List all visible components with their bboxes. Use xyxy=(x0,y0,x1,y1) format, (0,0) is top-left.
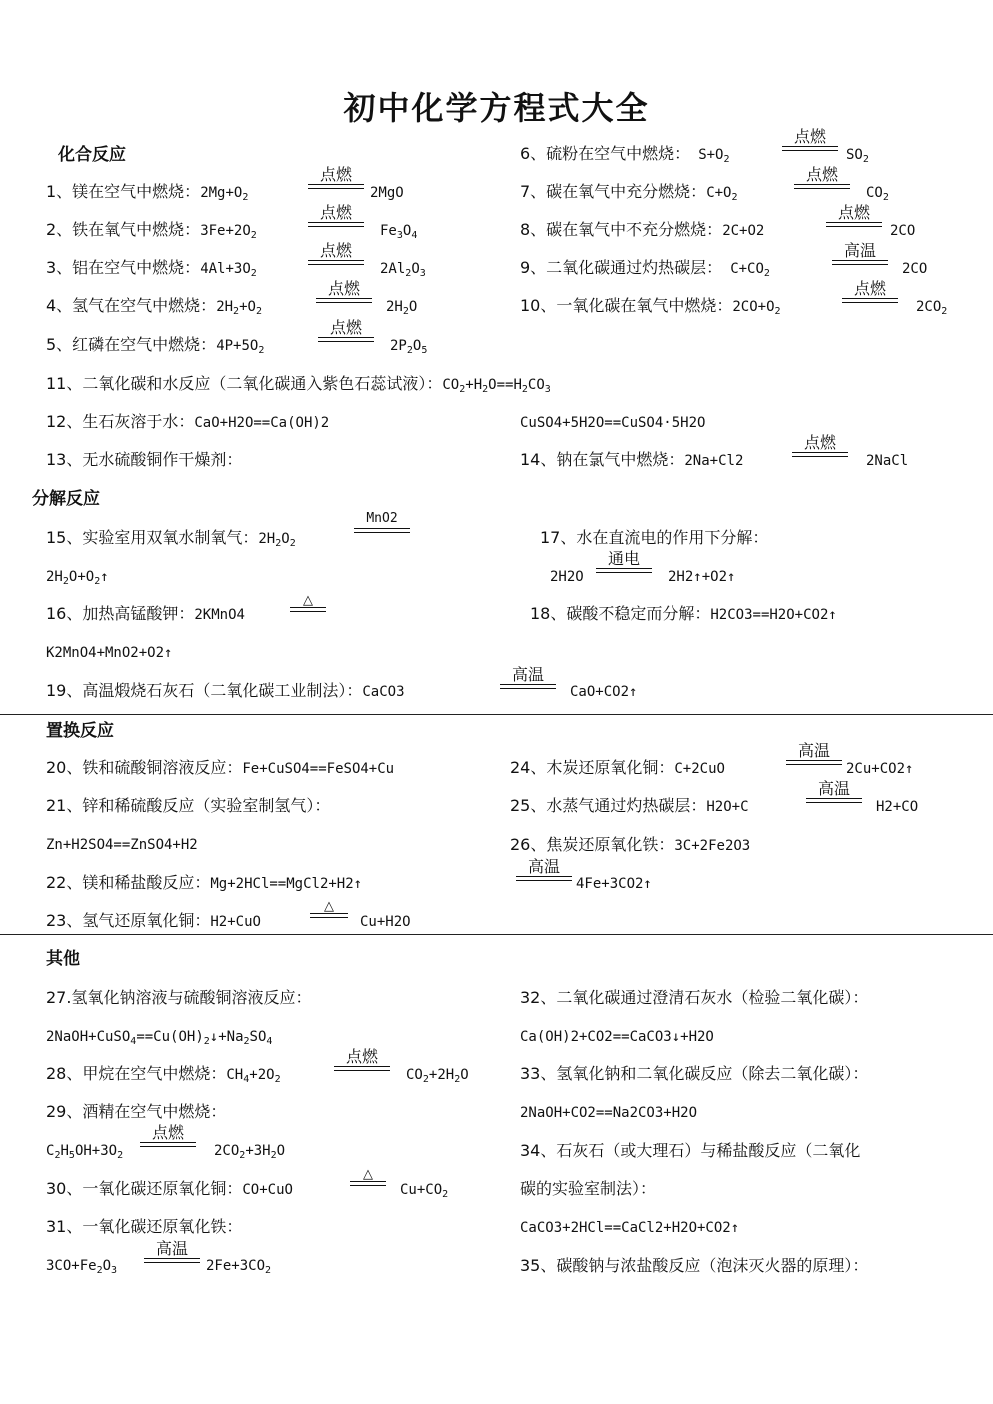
eq-label: 2、铁在氧气中燃烧： xyxy=(46,220,201,239)
eq-reactants: H2+CuO xyxy=(210,914,261,930)
eq-product: H2+CO xyxy=(876,799,919,815)
eq-reactants: $2Mg+O_2$ xyxy=(200,185,249,203)
equation-4 xyxy=(46,296,262,317)
eq-label: 24、木炭还原氧化铜： xyxy=(510,758,675,777)
eq-product: $2H_2O$ xyxy=(386,299,418,317)
eq-label: 26、焦炭还原氧化铁： xyxy=(510,835,675,854)
equation-23 xyxy=(46,911,261,932)
eq-label: 7、碳在氧气中充分燃烧： xyxy=(520,182,707,201)
eq-formula: $CO_2+H_2O==H_2CO_3$ xyxy=(442,377,551,395)
eq-formula: Fe+CuSO4==FeSO4+Cu xyxy=(242,761,395,777)
heading-other: 其他 xyxy=(46,949,80,969)
eq-reactants: $C+O_2$ xyxy=(706,185,738,203)
eq-label: 20、铁和硫酸铜溶液反应： xyxy=(46,758,243,777)
condition-ignite: 点燃 xyxy=(316,280,372,303)
equation-14 xyxy=(520,450,743,471)
eq-reactants: 3C+2Fe2O3 xyxy=(674,838,751,854)
eq-reactants: CaCO3 xyxy=(362,684,405,700)
equation-10 xyxy=(520,296,781,317)
eq-product: 2H2↑+O2↑ xyxy=(668,569,736,585)
condition-heat: △ xyxy=(350,1168,386,1186)
eq-reactants: $2H_2+O_2$ xyxy=(216,299,262,317)
eq-label: 1、镁在空气中燃烧： xyxy=(46,182,201,201)
condition-high-temp: 高温 xyxy=(516,858,572,881)
eq-label: 25、水蒸气通过灼热碳层： xyxy=(510,796,707,815)
equation-16 xyxy=(46,604,245,625)
eq-formula: H2CO3==H2O+CO2↑ xyxy=(710,607,837,623)
eq-product: $2Fe+3CO_2$ xyxy=(206,1258,272,1276)
eq-label: 9、二氧化碳通过灼热碳层： xyxy=(520,258,723,277)
equation-30 xyxy=(46,1179,293,1200)
eq-label: 8、碳在氧气中不充分燃烧： xyxy=(520,220,723,239)
condition-ignite: 点燃 xyxy=(308,166,364,189)
condition-ignite: 点燃 xyxy=(140,1124,196,1147)
eq-product: $CO_2$ xyxy=(866,185,889,203)
eq-label: 30、一氧化碳还原氧化铜： xyxy=(46,1179,243,1198)
equation-7 xyxy=(520,182,738,203)
eq-label: 6、硫粉在空气中燃烧： xyxy=(520,144,691,163)
condition-high-temp: 高温 xyxy=(144,1240,200,1263)
condition-ignite: 点燃 xyxy=(308,242,364,265)
eq-product: CaO+CO2↑ xyxy=(570,684,638,700)
eq-formula: Zn+H2SO4==ZnSO4+H2 xyxy=(46,837,198,853)
section-divider xyxy=(0,714,993,715)
equation-9 xyxy=(520,258,770,279)
eq-reactants: H2O+C xyxy=(706,799,749,815)
condition-high-temp: 高温 xyxy=(832,242,888,265)
eq-product: $2CO_2$ xyxy=(916,299,948,317)
equation-15 xyxy=(46,528,296,549)
eq-label: 4、氢气在空气中燃烧： xyxy=(46,296,217,315)
equation-35: 35、碳酸钠与浓盐酸反应（泡沫灭火器的原理）： xyxy=(520,1256,869,1275)
condition-heat: △ xyxy=(290,594,326,612)
eq-product: $2P_2O_5$ xyxy=(390,338,428,356)
equation-31: 31、一氧化碳还原氧化铁： xyxy=(46,1217,243,1236)
equation-28 xyxy=(46,1064,281,1085)
eq-product: 2NaCl xyxy=(866,453,909,469)
eq-product: 2CO xyxy=(902,261,928,277)
equation-34-cont: 碳的实验室制法）： xyxy=(520,1179,657,1198)
condition-ignite: 点燃 xyxy=(794,166,850,189)
condition-ignite: 点燃 xyxy=(318,319,374,342)
eq-label: 14、钠在氯气中燃烧： xyxy=(520,450,685,469)
condition-ignite: 点燃 xyxy=(334,1048,390,1071)
eq-reactants: $3CO+Fe_2O_3$ xyxy=(46,1258,118,1276)
equation-18 xyxy=(530,604,837,625)
eq-label: 19、高温煅烧石灰石（二氧化碳工业制法）： xyxy=(46,681,363,700)
eq-formula: $2NaOH+CuSO_4==Cu(OH)_2↓+Na_2SO_4$ xyxy=(46,1029,273,1047)
eq-reactants: 2Na+Cl2 xyxy=(684,453,744,469)
eq-product: 4Fe+3CO2↑ xyxy=(576,876,652,892)
equation-27: 27.氢氧化钠溶液与硫酸铜溶液反应： xyxy=(46,988,312,1007)
equation-34: 34、石灰石（或大理石）与稀盐酸反应（二氧化 xyxy=(520,1141,861,1160)
eq-reactants: $CH_4+2O_2$ xyxy=(226,1067,281,1085)
eq-product: $2CO_2+3H_2O$ xyxy=(214,1143,286,1161)
equation-26 xyxy=(510,835,750,856)
equation-29: 29、酒精在空气中燃烧： xyxy=(46,1102,227,1121)
equation-13-formula: CuSO4+5H2O==CuSO4·5H2O xyxy=(520,415,706,431)
equation-20 xyxy=(46,758,394,779)
condition-high-temp: 高温 xyxy=(786,742,842,765)
eq-label: 5、红磷在空气中燃烧： xyxy=(46,335,217,354)
equation-33: 33、氢氧化钠和二氧化碳反应（除去二氧化碳）： xyxy=(520,1064,869,1083)
condition-ignite: 点燃 xyxy=(782,128,838,151)
equation-13: 13、无水硫酸铜作干燥剂： xyxy=(46,450,243,469)
eq-reactants: $4P+5O_2$ xyxy=(216,338,265,356)
heading-decomposition: 分解反应 xyxy=(32,489,100,509)
eq-reactants: 2H2O xyxy=(550,569,584,585)
eq-reactants: 2C+O2 xyxy=(722,223,765,239)
eq-product: 2CO xyxy=(890,223,916,239)
equation-11 xyxy=(46,374,551,395)
eq-reactants: C+2CuO xyxy=(674,761,725,777)
eq-product: K2MnO4+MnO2+O2↑ xyxy=(46,645,173,661)
eq-reactants: $3Fe+2O_2$ xyxy=(200,223,257,241)
equation-19 xyxy=(46,681,405,702)
equation-1 xyxy=(46,182,248,203)
equation-2 xyxy=(46,220,257,241)
equation-5 xyxy=(46,335,264,356)
page-title: 初中化学方程式大全 xyxy=(343,89,650,127)
equation-8 xyxy=(520,220,764,241)
eq-product: 2Cu+CO2↑ xyxy=(846,761,914,777)
eq-product: Cu+H2O xyxy=(360,914,411,930)
condition-ignite: 点燃 xyxy=(792,434,848,457)
equation-3 xyxy=(46,258,257,279)
eq-formula: CaO+H2O==Ca(OH)2 xyxy=(194,415,330,431)
equation-22 xyxy=(46,873,362,894)
condition-ignite: 点燃 xyxy=(842,280,898,303)
eq-label: 28、甲烷在空气中燃烧： xyxy=(46,1064,227,1083)
eq-label: 18、碳酸不稳定而分解： xyxy=(530,604,711,623)
eq-reactants: $4Al+3O_2$ xyxy=(200,261,257,279)
eq-label: 16、加热高锰酸钾： xyxy=(46,604,195,623)
eq-reactants: $C_2H_5OH+3O_2$ xyxy=(46,1143,124,1161)
heading-combination: 化合反应 xyxy=(58,145,126,165)
eq-label: 23、氢气还原氧化铜： xyxy=(46,911,211,930)
eq-label: 15、实验室用双氧水制氧气： xyxy=(46,528,259,547)
condition-electric: 通电 xyxy=(596,550,652,573)
condition-high-temp: 高温 xyxy=(806,780,862,803)
eq-reactants: 2KMnO4 xyxy=(194,607,245,623)
eq-reactants: $2CO+O_2$ xyxy=(732,299,781,317)
condition-heat: △ xyxy=(310,900,348,918)
eq-formula: Mg+2HCl==MgCl2+H2↑ xyxy=(210,876,363,892)
eq-product: $SO_2$ xyxy=(846,147,869,165)
equation-32: 32、二氧化碳通过澄清石灰水（检验二氧化碳）： xyxy=(520,988,869,1007)
eq-formula: CaCO3+2HCl==CaCl2+H2O+CO2↑ xyxy=(520,1220,740,1236)
eq-label: 12、生石灰溶于水： xyxy=(46,412,195,431)
eq-label: 22、镁和稀盐酸反应： xyxy=(46,873,211,892)
equation-25 xyxy=(510,796,749,817)
equation-21: 21、锌和稀硫酸反应（实验室制氢气）： xyxy=(46,796,331,815)
eq-product: $Fe_3O_4$ xyxy=(380,223,418,241)
equation-12 xyxy=(46,412,329,433)
eq-label: 10、一氧化碳在氧气中燃烧： xyxy=(520,296,733,315)
eq-reactants: CO+CuO xyxy=(242,1182,293,1198)
eq-product: $2H_2O+O_2↑$ xyxy=(46,569,109,587)
eq-product: $Cu+CO_2$ xyxy=(400,1182,449,1200)
heading-displacement: 置换反应 xyxy=(46,721,114,741)
equation-24 xyxy=(510,758,725,779)
condition-ignite: 点燃 xyxy=(826,204,882,227)
eq-formula: Ca(OH)2+CO2==CaCO3↓+H2O xyxy=(520,1029,714,1045)
condition-high-temp: 高温 xyxy=(500,666,556,689)
eq-product: 2MgO xyxy=(370,185,404,201)
section-divider xyxy=(0,934,993,935)
eq-label: 3、铝在空气中燃烧： xyxy=(46,258,201,277)
equation-6 xyxy=(520,144,730,165)
condition-ignite: 点燃 xyxy=(308,204,364,227)
eq-product: $2Al_2O_3$ xyxy=(380,261,426,279)
condition-mno2: MnO2 xyxy=(354,510,410,533)
eq-label: 11、二氧化碳和水反应（二氧化碳通入紫色石蕊试液）： xyxy=(46,374,443,393)
equation-17: 17、水在直流电的作用下分解： xyxy=(540,528,769,547)
eq-reactants: $C+CO_2$ xyxy=(730,261,770,279)
eq-product: $CO_2+2H_2O$ xyxy=(406,1067,469,1085)
eq-reactants: $2H_2O_2$ xyxy=(258,531,296,549)
eq-formula: 2NaOH+CO2==Na2CO3+H2O xyxy=(520,1105,698,1121)
eq-reactants: $S+O_2$ xyxy=(698,147,730,165)
